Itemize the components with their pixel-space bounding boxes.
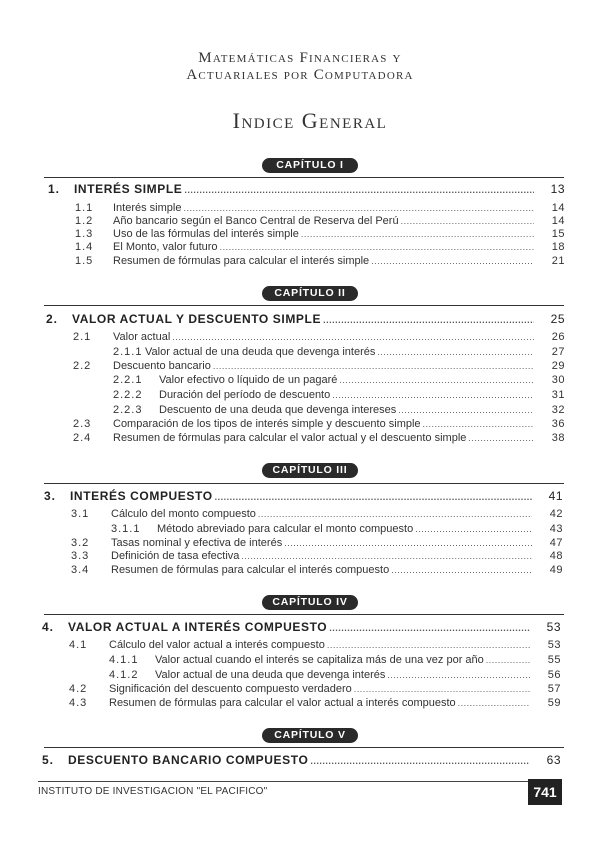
toc-entry[interactable]: 2.2 Descuento bancario ..... 29 — [73, 360, 565, 373]
toc-entry[interactable]: 2.2.2 Duración del período de descuento ..... 31 — [113, 389, 565, 402]
toc-entry[interactable]: 4.2 Significación del descuento compuesto verdadero ..... 57 — [69, 683, 561, 696]
toc-entry[interactable]: 1.5 Resumen de fórmulas para calcular el interés simple ..... 21 — [75, 255, 565, 268]
toc-entry[interactable]: 4.1.1 Valor actual cuando el interés se capitaliza más de una vez por año ..... 55 — [109, 654, 561, 667]
toc-entry[interactable]: 4.3 Resumen de fórmulas para calcular el valor actual a interés compuesto ..... 59 — [69, 697, 561, 710]
toc-main-entry[interactable]: 5. DESCUENTO BANCARIO COMPUESTO ..... 63 — [42, 754, 561, 768]
footer-divider — [38, 781, 528, 782]
toc-entry[interactable]: 2.1.1 Valor actual de una deuda que devenga interés ..... 27 — [113, 346, 565, 359]
toc-entry[interactable]: 1.1 Interés simple ..... 14 — [75, 202, 565, 215]
chapter-rule-2 — [44, 305, 564, 306]
book-title-line-2: Actuariales por Computadora — [186, 67, 414, 83]
toc-entry[interactable]: 2.1 Valor actual ..... 26 — [73, 331, 565, 344]
chapter-rule-3 — [44, 483, 564, 484]
footer-institute: INSTITUTO DE INVESTIGACION "EL PACIFICO" — [38, 786, 268, 797]
toc-entry[interactable]: 4.1 Cálculo del valor actual a interés compuesto ..... 53 — [69, 639, 561, 652]
index-title: Indice General — [232, 108, 388, 133]
toc-entry[interactable]: 1.3 Uso de las fórmulas del interés simple ..... 15 — [75, 228, 565, 241]
toc-entry[interactable]: 3.2 Tasas nominal y efectiva de interés ..... 47 — [71, 537, 563, 550]
toc-entry[interactable]: 3.3 Definición de tasa efectiva ..... 48 — [71, 550, 563, 563]
toc-main-entry[interactable]: 3. INTERÉS COMPUESTO ..... 41 — [44, 490, 563, 504]
toc-entry[interactable]: 3.1 Cálculo del monto compuesto ..... 42 — [71, 508, 563, 521]
toc-main-entry[interactable]: 4. VALOR ACTUAL A INTERÉS COMPUESTO ..... 53 — [42, 621, 561, 635]
book-title-line-1: Matemáticas Financieras y — [198, 50, 402, 66]
toc-entry[interactable]: 2.2.3 Descuento de una deuda que devenga intereses ..... 32 — [113, 404, 565, 417]
toc-entry[interactable]: 1.2 Año bancario según el Banco Central de Reserva del Perú ..... 14 — [75, 215, 565, 228]
toc-entry[interactable]: 2.2.1 Valor efectivo o líquido de un pagaré ..... 30 — [113, 374, 565, 387]
toc-entry[interactable]: 2.4 Resumen de fórmulas para calcular el valor actual y el descuento simple ..... 38 — [73, 432, 565, 445]
chapter-badge-4: CAPÍTULO IV — [262, 595, 358, 610]
toc-entry[interactable]: 2.3 Comparación de los tipos de interés simple y descuento simple ..... 36 — [73, 418, 565, 431]
toc-entry[interactable]: 4.1.2 Valor actual de una deuda que devenga interés ..... 56 — [109, 669, 561, 682]
chapter-rule-4 — [44, 614, 564, 615]
toc-entry[interactable]: 3.1.1 Método abreviado para calcular el monto compuesto ..... 43 — [111, 523, 563, 536]
chapter-badge-3: CAPÍTULO III — [262, 463, 358, 478]
toc-entry[interactable]: 1.4 El Monto, valor futuro ..... 18 — [75, 241, 565, 254]
chapter-badge-2: CAPÍTULO II — [262, 286, 358, 301]
chapter-badge-1: CAPÍTULO I — [262, 158, 358, 173]
chapter-rule-1 — [44, 177, 564, 178]
chapter-rule-5 — [44, 747, 564, 748]
chapter-badge-5: CAPÍTULO V — [262, 728, 358, 743]
toc-entry[interactable]: 3.4 Resumen de fórmulas para calcular el interés compuesto ..... 49 — [71, 564, 563, 577]
toc-main-entry[interactable]: 1. INTERÉS SIMPLE ..... 13 — [48, 183, 565, 197]
toc-main-entry[interactable]: 2. VALOR ACTUAL Y DESCUENTO SIMPLE ..... 25 — [46, 313, 565, 327]
page-number: 741 — [528, 779, 562, 805]
